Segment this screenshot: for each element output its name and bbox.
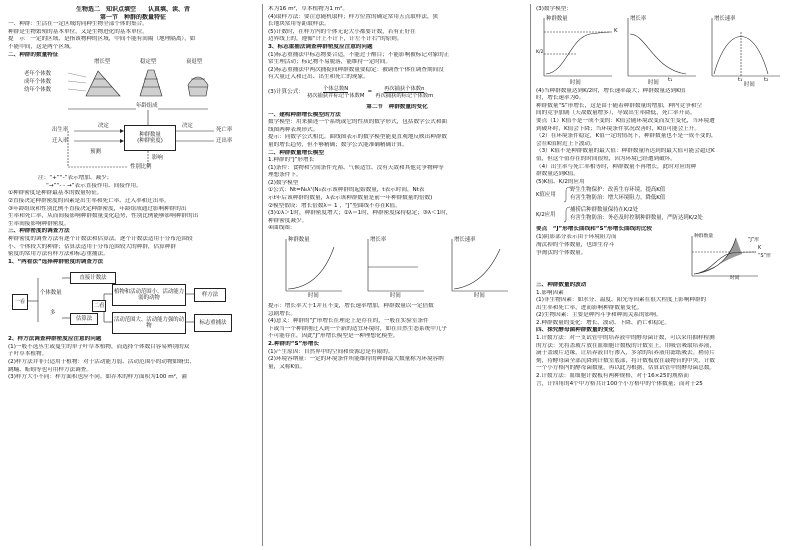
text-line: 种群是生物繁殖的基本单位，又是生物进化的基本单位。 — [8, 28, 148, 35]
text-line: 常生理活动；标记物不易脱落，能维持一定时间。 — [268, 59, 392, 66]
k2-label: K/2 — [536, 49, 544, 55]
age-row-label: 幼年个体数 — [24, 87, 51, 94]
half-app-1: 捕捞后种群数量保持在K/2处 — [570, 207, 639, 214]
text-line: (3)样方大小不同：样方面积也应不同。如乔木的样方面积为100 m²，灌 — [8, 374, 188, 381]
section-title: 第二节 种群数量的变化 — [366, 103, 428, 110]
text-line: (1)阴影部分表示由于环境阻力而 — [536, 233, 617, 240]
text-line: ③年龄组成和性别比例不直接决定种群密度，年龄组成通过影响种群的出 — [8, 205, 187, 212]
half-app-2: 有害生物防治：务必及时控制种群数量，严防达到K/2处 — [570, 215, 703, 222]
text-line: 种群数量“S”形增长，这是由于随着种群数量的增加，种内竞争和空 — [536, 102, 702, 109]
text-line: 有大量迁入和迁出、出生和死亡的现象。 — [268, 74, 369, 81]
formula — [268, 82, 526, 104]
decide-label: 决定 — [182, 123, 193, 130]
s-graph-svg — [536, 14, 788, 88]
text-line: （3）K值不是种群数量的最大值：种群数量所达到的最大值可能会超过K — [536, 148, 715, 155]
text-line: (2)环境容纳量：一定的环境条件所能维持的种群最大数量称为环境容纳 — [268, 356, 444, 363]
death-label: 死亡率 — [216, 127, 233, 134]
age-pyramids — [8, 59, 258, 101]
column-3 — [536, 6, 788, 546]
few-label: 多 — [50, 310, 56, 317]
text-line: 言，计四角的4个中方格共计100个小方格中的个体数量；而对于25 — [536, 380, 703, 387]
text-line: （4）出生率与死亡率相等时，种群数量不再增长，此时对应的种 — [536, 163, 697, 170]
text-line: 争淘汰的个体数量。 — [536, 249, 587, 256]
lhs-num: 个体总数N — [323, 86, 349, 93]
page-title: 生物选二 知识点填空 认真填、读、背 — [75, 6, 190, 13]
cg-x: 时间 — [730, 275, 740, 281]
s-curve-graphs — [536, 14, 788, 88]
rhs-den: 再次捕获的标记个体数m — [375, 93, 434, 100]
cg-k: K — [758, 245, 762, 251]
t1-label: t₁ — [668, 76, 673, 83]
lhs-den: 初次捕获并标记个体数M — [306, 93, 365, 100]
text-line: (5)计数时，在样方内的个体无论大小都要计数，若有正好在 — [268, 28, 416, 35]
text-line: 2.计数方法：血细胞计数板有两种规格，对于16×25的规格而 — [536, 373, 689, 380]
text-line: 值，但这个值存在的时间很短，因为环境已经遭到破坏。 — [536, 155, 676, 162]
text-line: 1.计数方法：对一支试管中的培养液中的酵母菌计数，可以采用抽样检测 — [536, 335, 715, 342]
age-structure-figure — [8, 59, 258, 101]
heading: 二、种群数量增长模型 — [268, 149, 324, 156]
look1-box: 一看 — [12, 294, 28, 310]
formula-eq: = — [367, 89, 373, 96]
text-line: ②模型假设：增长倍数λ＝ 1 ，“J”型曲线不存在K值。 — [268, 202, 401, 209]
column-2 — [268, 6, 526, 546]
immig-label: 迁入率 — [52, 138, 69, 145]
age-row-label: 老年个体数 — [24, 71, 51, 78]
heading: 三、种群数量的波动 — [536, 281, 587, 288]
text-line: 一、种群：生活在一定区域的同种生物全部个体的集合。 — [8, 21, 148, 28]
text-line: (3)数学模型： — [536, 6, 572, 12]
text-line: 示t年后该种群的数量，λ表示该种群数量是前一年种群数量的倍数) — [268, 195, 433, 202]
g2-ylabel: 增长率 — [630, 15, 647, 22]
xlabel: 时间 — [648, 79, 659, 86]
text-line: 会在K值附近上下波动。 — [536, 140, 596, 147]
heading: 2、样方法调查种群密度应注意的问题 — [8, 336, 102, 343]
method-diagram — [8, 266, 258, 336]
text-line: (2)数学模型 — [268, 179, 299, 186]
formula-label: (3)计算公式： — [268, 89, 304, 96]
text-line: 淘汰掉的个体数量，也即生存斗 — [536, 241, 615, 248]
half-app-label: K/2应用 — [536, 212, 556, 219]
decide-label: 决定 — [98, 123, 109, 130]
heading: 1、“两看法”选择种群密度的调查方法 — [8, 258, 104, 265]
text-line: 滴于盖玻片边缘，让培养液自行渗入，多余的培养液用滤纸吸去。稍待片 — [536, 350, 716, 357]
text-line: 提示：增长率大于1并且不变，增长速率增加，种群数量以一定倍数 — [268, 303, 434, 310]
graph-ylabel: 种群数量 — [288, 237, 310, 244]
text-line: 1.影响因素 — [536, 289, 564, 296]
xlabel: 时间 — [570, 79, 581, 86]
affect-label: 影响 — [152, 155, 163, 162]
note-line: “→”“- - →”表示直接作用、间接作用。 — [46, 182, 142, 189]
direct-box: 直接计数法 — [70, 272, 116, 284]
brace-icon — [564, 186, 572, 226]
text-line: (1)非生物因素：如水分、温度、阳光等因素在很大程度上影响种群的 — [536, 297, 707, 304]
graph-xlabel: 时间 — [474, 293, 485, 300]
g1-ylabel: 种群数量 — [546, 15, 568, 22]
graph-xlabel: 时间 — [390, 293, 401, 300]
text-line: 边界线上的，遵循“计上不计下，计左不计右”的原则。 — [268, 36, 403, 43]
t1-label: t₁ — [738, 76, 743, 83]
text-line: (2)样方法并非只适用于植物：对于活动能力弱、活动范围小的动物如蚜虫、 — [8, 359, 195, 366]
j-curve-graphs — [268, 233, 526, 303]
text-line: 出生率和死亡率，进而影响种群数量变化。 — [536, 304, 643, 311]
text-line: 刻，待酵母菌全部沉降到计数室底部，将计数板放在载物台的中央，计数 — [536, 357, 716, 364]
birth-label: 出生率 — [52, 127, 69, 134]
cg-j: “J”形 — [748, 237, 759, 243]
heading: 一、建构种群增长模型的方法 — [268, 111, 341, 118]
text-line: (4)当种群数量达到K/2时，增长速率最大；种群数量达到K值 — [536, 87, 686, 94]
heading: 二、种群的数量特征 — [8, 51, 59, 58]
text-line: (1)一般不选丛生或蔓生的单子叶草本植物，而选择个体数目容易辨别的双 — [8, 343, 190, 350]
k-label: K — [614, 27, 618, 34]
animal-box: 活动范围大、活动能力强的动物 — [112, 312, 186, 334]
text-line: 下或当一个种群刚迁入到一个新的适宜环境时，如在自然生态系统中几乎 — [268, 325, 448, 332]
rhs-num: 再次捕获个体数n — [383, 86, 425, 93]
text-line: (2)生物因素：主要是种内斗争和种间关系的影响。 — [536, 312, 662, 319]
text-line: 要点（1）K值不是一成不变的：K值会随环境改变而发生变化，当环境遭 — [536, 117, 715, 124]
text-line: 线图两种表现形式。 — [268, 126, 319, 133]
cg-y: 种群数量 — [694, 233, 714, 239]
text-line: 提示：同数学公式相比，曲线图表示的数学模型能更直观地反映出种群数 — [268, 134, 448, 141]
heading: 三、种群密度的调查方法 — [8, 228, 70, 235]
text-line: 长地块常用等距取样法。 — [268, 21, 330, 28]
text-line: 生率和死亡率，从而间接影响种群数量变化趋势，性别比例能够影响种群的出 — [8, 213, 199, 220]
text-line: 量的增长趋势，但不够精确；数学公式能准确精确计算。 — [268, 141, 408, 148]
text-line: 不能中间，这是两个区域。 — [8, 43, 76, 50]
graph-ylabel: 增长速率 — [454, 237, 476, 244]
sex-label: 性别比例 — [130, 164, 152, 171]
population-features-diagram — [8, 101, 258, 175]
text-line: ①公式：Nt=N₀λᵗ(N₀表示该种群的起始数量，t表示时间，Nt表 — [268, 187, 425, 194]
text-line: 跳蝻、蚯蚓等也可用样方法调查。 — [8, 366, 92, 373]
t2-label: t₂ — [764, 76, 769, 83]
text-line: 2.种群数量的变化：增长、波动、下降、消亡和稳定。 — [536, 319, 670, 326]
text-line: 急剧增长。 — [268, 310, 296, 317]
formula-lhs — [307, 86, 365, 99]
text-line: 木为16 m²，草本植物为1 m²。 — [268, 6, 348, 12]
text-line: （2）在环境条件稳定，K值一定的情况下，种群数量也不是一成不变的， — [536, 133, 717, 140]
k-application-box — [536, 186, 788, 226]
text-line: 理想条件下。 — [268, 172, 302, 179]
text-line: 数学模型：用来描述一个系统或它的性质的数学形式，包括数学公式和曲 — [268, 119, 448, 126]
est-box: 估算法 — [70, 313, 98, 325]
emig-label: 迁出率 — [216, 138, 233, 145]
text-line: 量，又称K值。 — [268, 363, 306, 370]
text-line: 种群密度减少。 — [268, 217, 308, 224]
section-title: 第一节 种群的数量特征 — [99, 13, 166, 21]
density-label: (种群密度) — [137, 138, 163, 145]
xlabel: 时间 — [744, 81, 755, 88]
k-app-label: K值应用 — [536, 192, 556, 199]
s1-box: 样方法 — [194, 288, 226, 302]
text-line: 子叶草本植物。 — [8, 351, 48, 358]
text-line: (3)①λ＞1时，种群密度增大；②λ＝1时，种群密度保持稳定；③λ＜1时， — [268, 210, 452, 217]
text-line: (4)取样方法：要注意随机取样；样方位置的确定常用五点取样法，狭 — [268, 13, 439, 20]
text-line: ②直接决定种群密度的因素是出生率和死亡率、迁入率和迁出率。 — [8, 197, 170, 204]
age-type-label: 衰退型 — [186, 59, 203, 66]
text-line: 小、个体较大的种群；估算法适用于分布范围较大的种群，估算种群 — [8, 243, 176, 250]
k-app-1: 野生生物保护：改善生存环境，提高K值 — [570, 187, 666, 194]
plant-box: 植物和活动范围小、活动能力弱的动物 — [112, 284, 186, 306]
age-row-label: 成年个体数 — [24, 79, 51, 86]
text-line: 群数量达到K值。 — [536, 171, 579, 178]
heading: 2.种群的“S”形增长 — [268, 341, 319, 347]
text-line: 间的竞争加剧（天敌数量增多），导致出生率降低，死亡率升高。 — [536, 110, 696, 117]
cg-s: “S”形 — [758, 253, 771, 259]
note-line: 注：“+”“-”表示增加、减少； — [38, 175, 113, 182]
text-line: ①种群密度是种群最基本的数量特征。 — [8, 190, 103, 197]
text-line: 时，增长速率为0。 — [536, 95, 585, 102]
compare-block — [536, 234, 788, 282]
heading: 要点 “J”形增长曲线和“S”形增长曲线的比较 — [536, 226, 652, 233]
text-line: (1)产生原因：自然界中的空间和资源总是有限的。 — [268, 348, 394, 355]
graph-ylabel: 增长率 — [370, 237, 387, 244]
text-line: 种群密度的调查方法有逐个计数法和估算法。逐个计数法适用于分布范围较 — [8, 235, 193, 242]
s2-box: 标志重捕法 — [194, 314, 232, 332]
age-type-label: 增长型 — [94, 59, 111, 66]
graph-xlabel: 时间 — [308, 293, 319, 300]
text-line: (2)标志重捕法中两次捕捉间种群数量要稳定：被调查个体在调查期间没 — [268, 66, 444, 73]
heading: 四、探究酵母菌种群数量的变化 — [536, 327, 615, 334]
text-line: 1.种群的“J”形增长 — [268, 157, 315, 164]
text-line: 不可能存在，因此“J”形增长模型是一种理想化模型。 — [268, 333, 399, 340]
text-line: 生率间接影响种群密度。 — [8, 220, 70, 227]
age-type-label: 稳定型 — [140, 59, 157, 66]
age-comp-label: 年龄组成 — [136, 103, 158, 110]
column-1 — [8, 6, 258, 546]
predict-label: 预测 — [90, 149, 101, 156]
text-line: (1)条件：食物和空间条件充裕、气候适宜、没有天敌和其他竞争物种等 — [268, 164, 444, 171]
text-line: 的方法：先将盖玻片放在血细胞计数板的计数室上，用吸管吸取培养液， — [536, 342, 716, 349]
text-line: 提 示 一定的区域，是指该物种的区域，中间不能有间隔（地理隔离），如 — [8, 36, 196, 43]
indiv-label: 个体数量 — [40, 290, 62, 297]
text-line: 到破坏时，K值会下降；当环境条件状况改善时，K值可能会上升。 — [536, 125, 700, 132]
text-line: (4)意义：种群的“J”形增长在理论上是存在的，一般在实验室条件 — [268, 318, 429, 325]
look2-box: 二看 — [92, 300, 106, 312]
text-line: 密度的常用方法有样方法和标志重捕法。 — [8, 251, 109, 258]
g3-ylabel: 增长速率 — [714, 15, 736, 22]
text-line: 一个小方格内的酵母菌数量，再以此为根据，估算试管中的酵母菌总数。 — [536, 365, 716, 372]
formula-rhs — [375, 86, 433, 99]
text-line: ④曲线图： — [268, 225, 296, 232]
heading: 3、标志重捕法调查种群密度应注意的问题 — [268, 43, 373, 50]
core-box — [124, 125, 176, 151]
core-label: 种群数量 — [139, 131, 161, 138]
text-line: (5)K值、K/2的应用 — [536, 178, 585, 185]
k-app-2: 有害生物防治：增大环境阻力，降低K值 — [570, 195, 666, 202]
text-line: (1)标志重捕法中标志物要合适，不能过于醒目；不能影响被标记对象的正 — [268, 51, 450, 58]
